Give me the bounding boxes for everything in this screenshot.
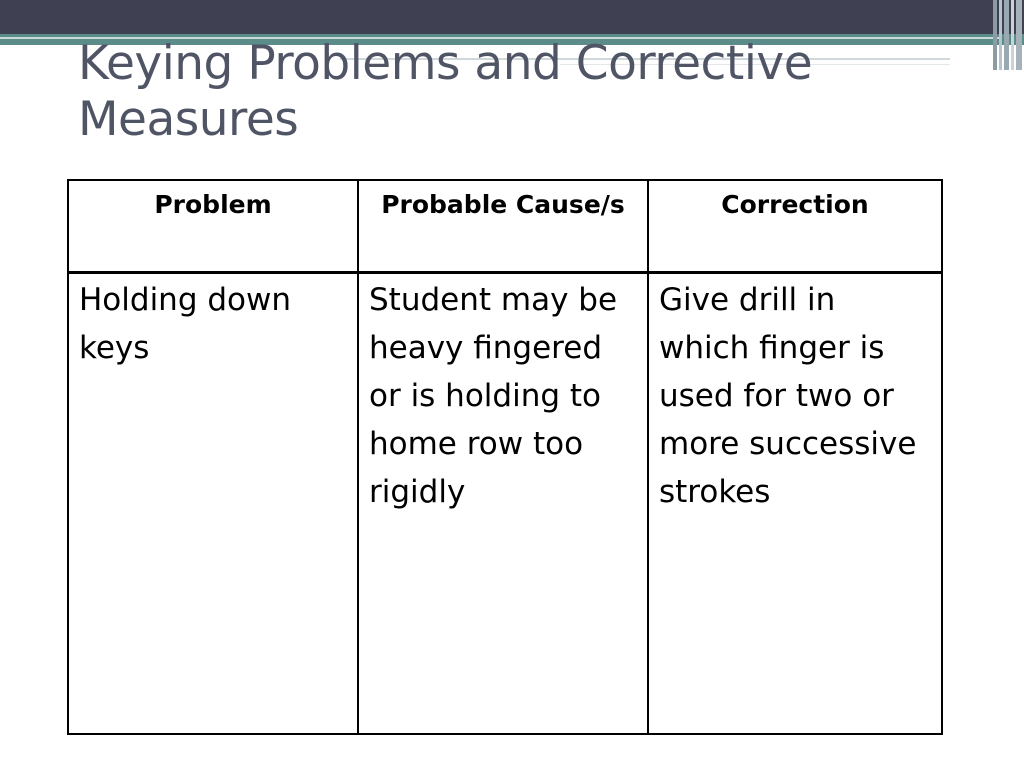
header-problem: Problem <box>68 180 358 273</box>
cell-problem: Holding down keys <box>68 273 358 735</box>
cell-probable-cause: Student may be heavy fingered or is holding to home row too rigidly <box>358 273 648 735</box>
top-decorative-band <box>0 0 1024 34</box>
problems-table-container <box>67 179 941 735</box>
corner-ornament-bar <box>1004 0 1009 70</box>
cell-correction: Give drill in which finger is used for two or more successive strokes <box>648 273 942 735</box>
header-probable-cause: Probable Cause/s <box>358 180 648 273</box>
corner-ornament-bar <box>993 0 997 70</box>
problems-table <box>67 179 943 735</box>
corner-ornament-bar <box>1011 0 1014 70</box>
corner-ornament-bar <box>1016 0 1022 70</box>
table-row <box>68 273 942 735</box>
corner-ornament-bar <box>999 0 1002 70</box>
header-correction: Correction <box>648 180 942 273</box>
slide-title: Keying Problems and Corrective Measures <box>78 36 813 147</box>
table-header-row <box>68 180 942 273</box>
